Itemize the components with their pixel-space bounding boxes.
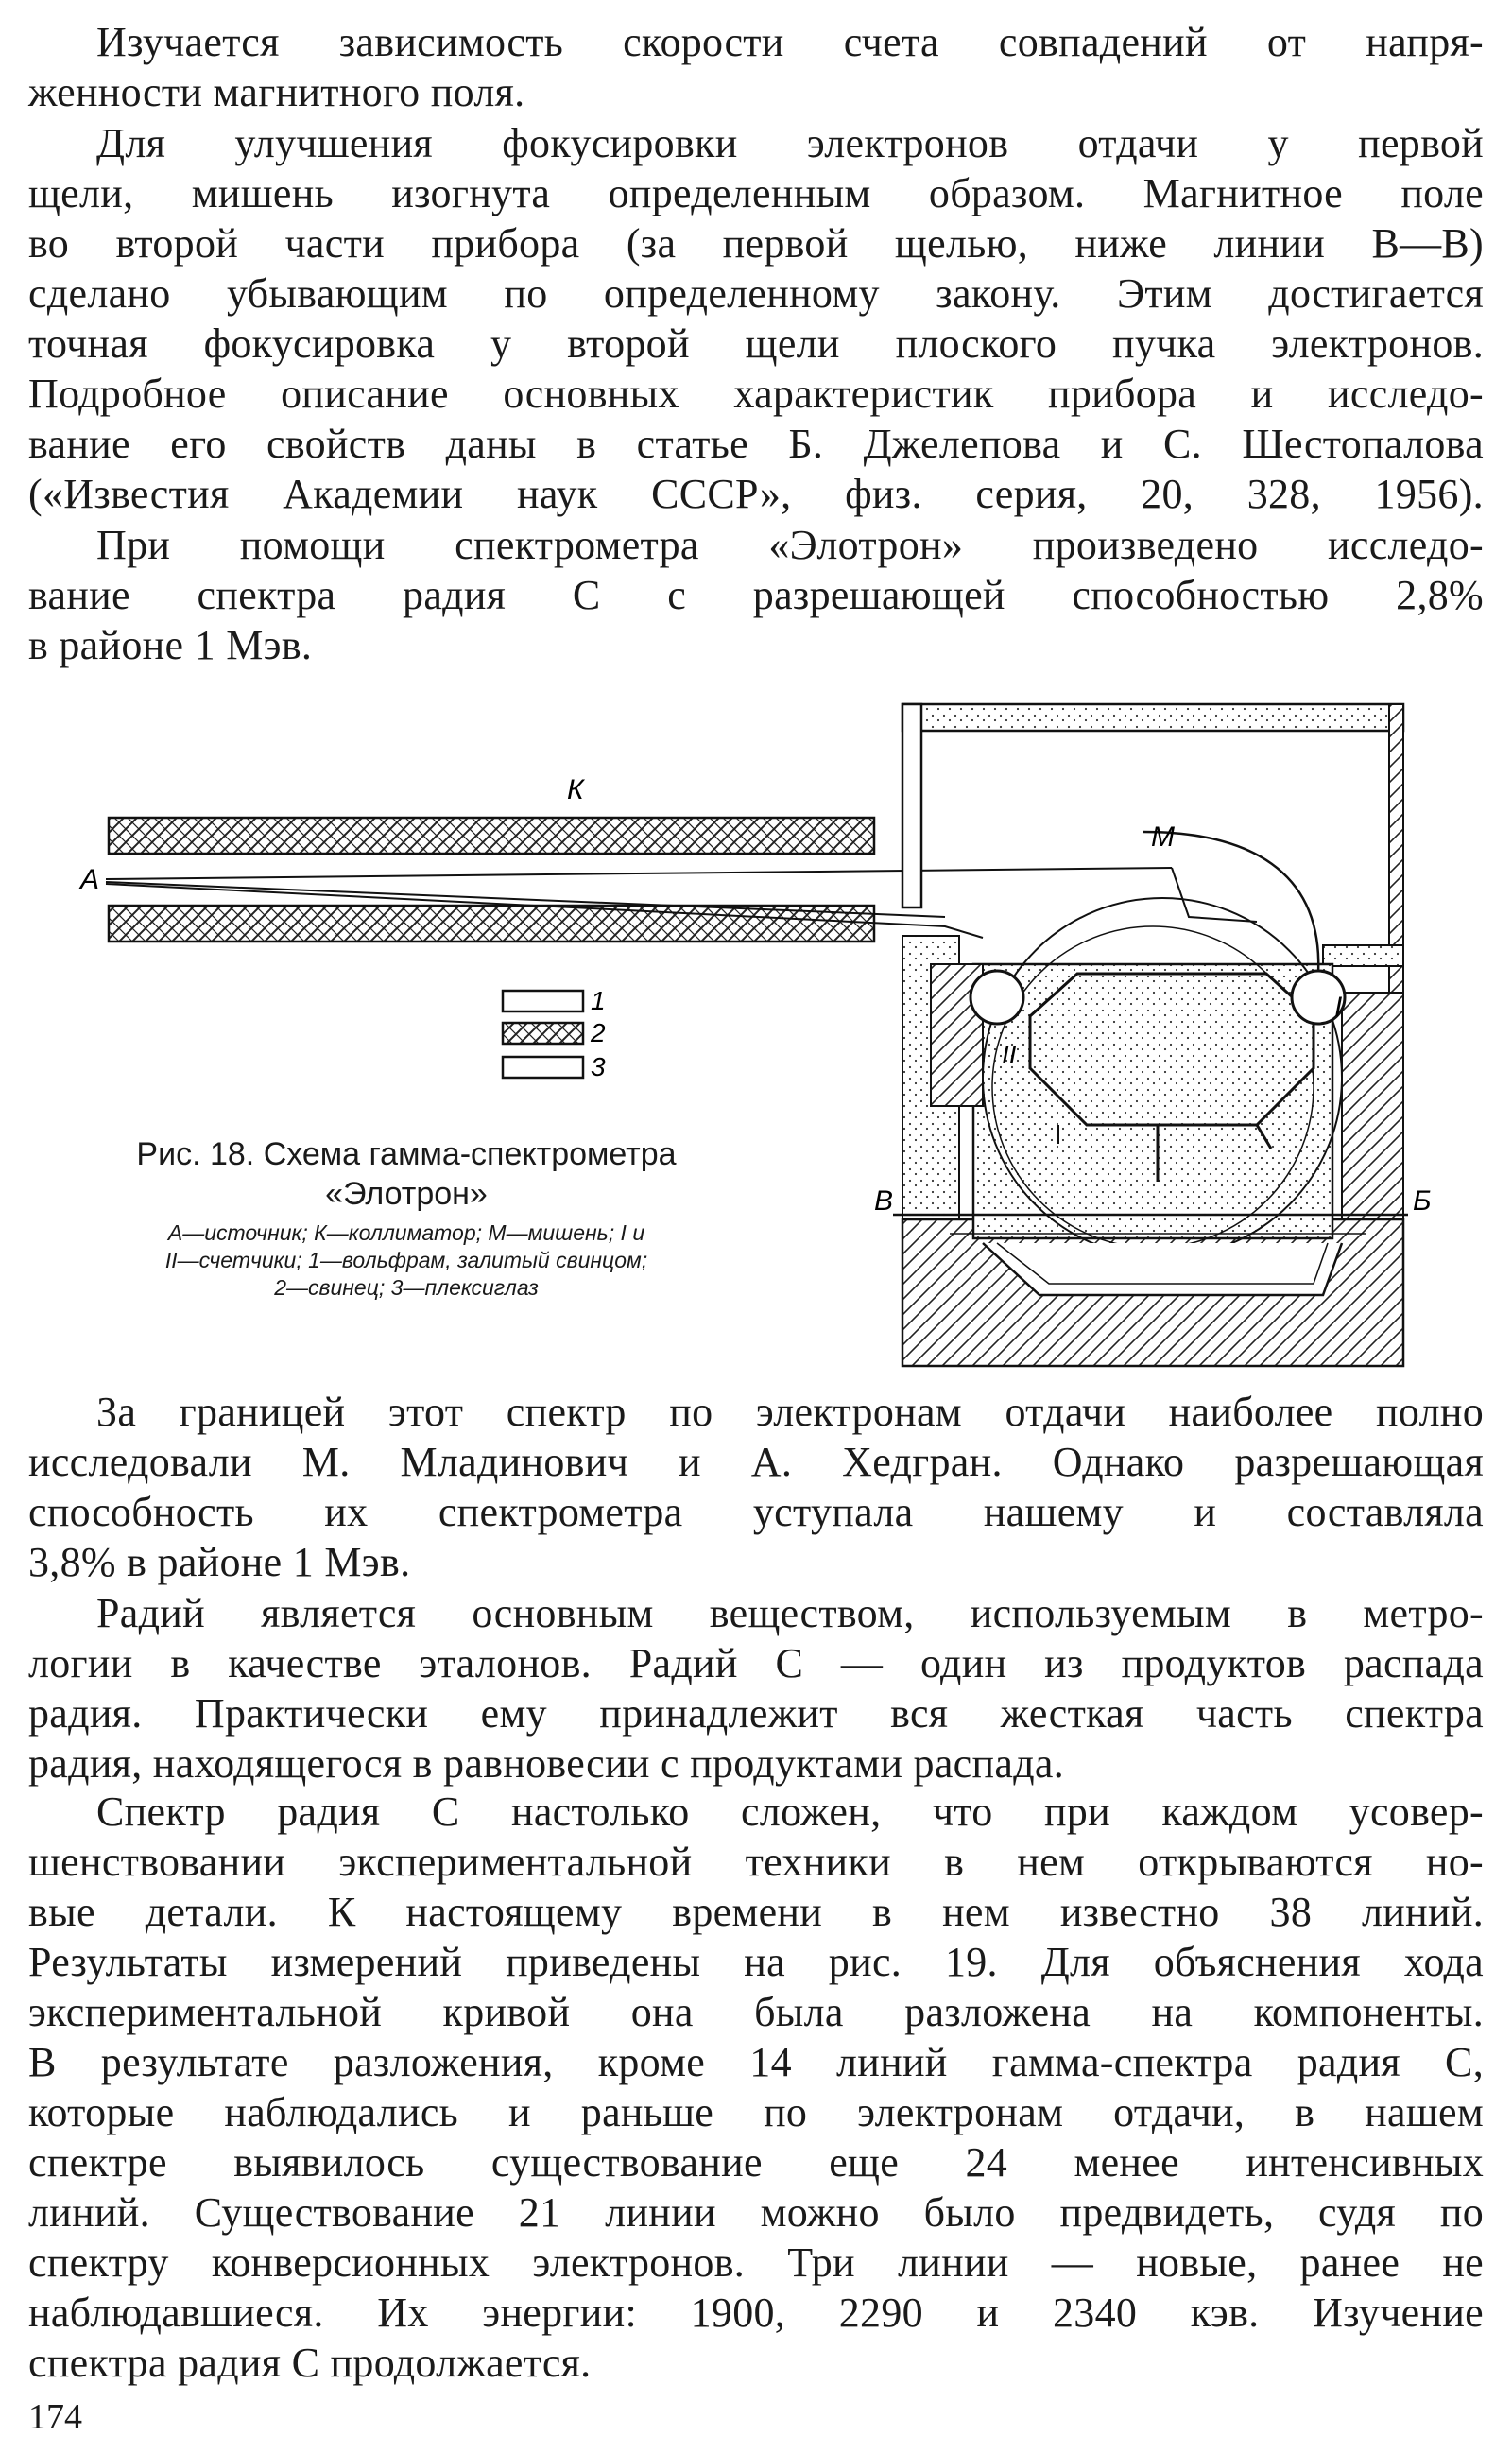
text-line: наблюдавшиеся. Их энергии: 1900, 2290 и 2340 кэв. Изучение [28, 2290, 1484, 2336]
pole-piece [1030, 974, 1314, 1125]
label-counter-i: I [1334, 992, 1343, 1023]
text-line: Подробное описание основных характеристик прибора и исследо- [28, 371, 1484, 417]
text-line: При помощи спектрометра «Элотрон» произведено исследо- [96, 522, 1484, 568]
text-line: («Известия Академии наук СССР», физ. серия, 20, 328, 1956). [28, 471, 1484, 517]
housing-right-ledge [1342, 993, 1403, 1219]
text-line: линий. Существование 21 линии можно было предвидеть, судя по [28, 2189, 1484, 2236]
text-line: Изучается зависимость скорости счета совпадений от напря- [96, 19, 1484, 65]
label-b-left: В [874, 1185, 894, 1217]
caption-title: «Элотрон» [325, 1176, 488, 1212]
text-line: Результаты измерений приведены на рис. 19. Для объяснения хода [28, 1939, 1484, 1985]
text-line: Для улучшения фокусировки электронов отдачи у первой [96, 120, 1484, 166]
text-line: Спектр радия С настолько сложен, что при каждом усовер- [96, 1789, 1484, 1835]
text-line: спектра радия С продолжается. [28, 2340, 592, 2386]
caption-legend: 2—свинец; 3—плексиглаз [274, 1275, 539, 1300]
paragraph-6 [28, 1787, 1484, 2388]
paragraph-5 [28, 1588, 1484, 1789]
key-label-2: 2 [591, 1018, 606, 1047]
text-line: вание его свойств даны в статье Б. Джелепова и С. Шестопалова [28, 421, 1484, 467]
label-b-right: Б [1413, 1185, 1432, 1217]
caption-title: Рис. 18. Схема гамма-спектрометра [136, 1136, 677, 1172]
paragraph-4 [28, 1387, 1484, 1587]
key-swatch-1 [503, 991, 583, 1011]
caption-legend: II—счетчики; 1—вольфрам, залитый свинцом; [164, 1248, 648, 1272]
text-line: женности магнитного поля. [28, 69, 525, 115]
text-line: щели, мишень изогнута определенным образом. Магнитное поле [28, 170, 1484, 216]
target-m-inner [1172, 868, 1257, 922]
label-k: К [567, 774, 584, 805]
counter-ii [971, 971, 1023, 1024]
text-line: спектре выявилось существование еще 24 менее интенсивных [28, 2139, 1484, 2186]
housing-right-ledge-top [1323, 945, 1403, 966]
text-line: способность их спектрометра уступала нашему и составляла [28, 1489, 1484, 1535]
paragraph-1 [28, 17, 1484, 117]
housing-left-upper-wall [902, 704, 921, 907]
text-line: радия. Практически ему принадлежит вся жесткая часть спектра [28, 1690, 1484, 1737]
text-line: шенствовании экспериментальной техники в нем открываются но- [28, 1839, 1484, 1885]
bottom-channel [983, 1243, 1342, 1295]
caption-legend: А—источник; К—коллиматор; М—мишень; I и [167, 1220, 645, 1245]
figure-caption [38, 1134, 775, 1302]
key-label-3: 3 [591, 1052, 606, 1081]
key-swatch-2 [503, 1023, 583, 1044]
text-line: В результате разложения, кроме 14 линий гамма-спектра радия С, [28, 2039, 1484, 2085]
page-number: 174 [28, 2397, 82, 2437]
housing-top-wall [902, 704, 1403, 731]
text-line: во второй части прибора (за первой щелью, ниже линии B—B) [28, 220, 1484, 267]
key-swatch-3 [503, 1057, 583, 1078]
text-line: вание спектра радия С с разрешающей способностью 2,8% [28, 572, 1484, 618]
text-line: спектру конверсионных электронов. Три линии — новые, ранее не [28, 2239, 1484, 2286]
text-line: сделано убывающим по определенному закону. Этим достигается [28, 270, 1484, 317]
text-line: логии в качестве эталонов. Радий С — один из продуктов распада [28, 1640, 1484, 1686]
text-line: точная фокусировка у второй щели плоского пучка электронов. [28, 320, 1484, 367]
text-line: Радий является основным веществом, используемым в метро- [96, 1590, 1484, 1636]
label-m: М [1151, 821, 1175, 853]
collimator-lower-bar [109, 906, 874, 942]
label-a: А [80, 864, 100, 895]
text-line: которые наблюдались и раньше по электронам отдачи, в нашем [28, 2089, 1484, 2135]
text-line: в районе 1 Мэв. [28, 622, 313, 668]
paragraph-2 [28, 118, 1484, 519]
label-counter-ii: II [1002, 1040, 1017, 1069]
paragraph-3 [28, 520, 1484, 670]
text-line: экспериментальной кривой она была разложена на компоненты. [28, 1989, 1484, 2035]
beam-line [106, 868, 1172, 879]
text-line: вые детали. К настоящему времени в нем известно 38 линий. [28, 1889, 1484, 1935]
key-label-1: 1 [591, 986, 606, 1015]
text-line: радия, находящегося в равновесии с продуктами распада. [28, 1740, 1065, 1787]
text-line: За границей этот спектр по электронам отдачи наиболее полно [96, 1389, 1484, 1435]
text-line: исследовали М. Младинович и А. Хедгран. Однако разрешающая [28, 1439, 1484, 1485]
text-line: 3,8% в районе 1 Мэв. [28, 1539, 411, 1585]
collimator-upper-bar [109, 818, 874, 854]
